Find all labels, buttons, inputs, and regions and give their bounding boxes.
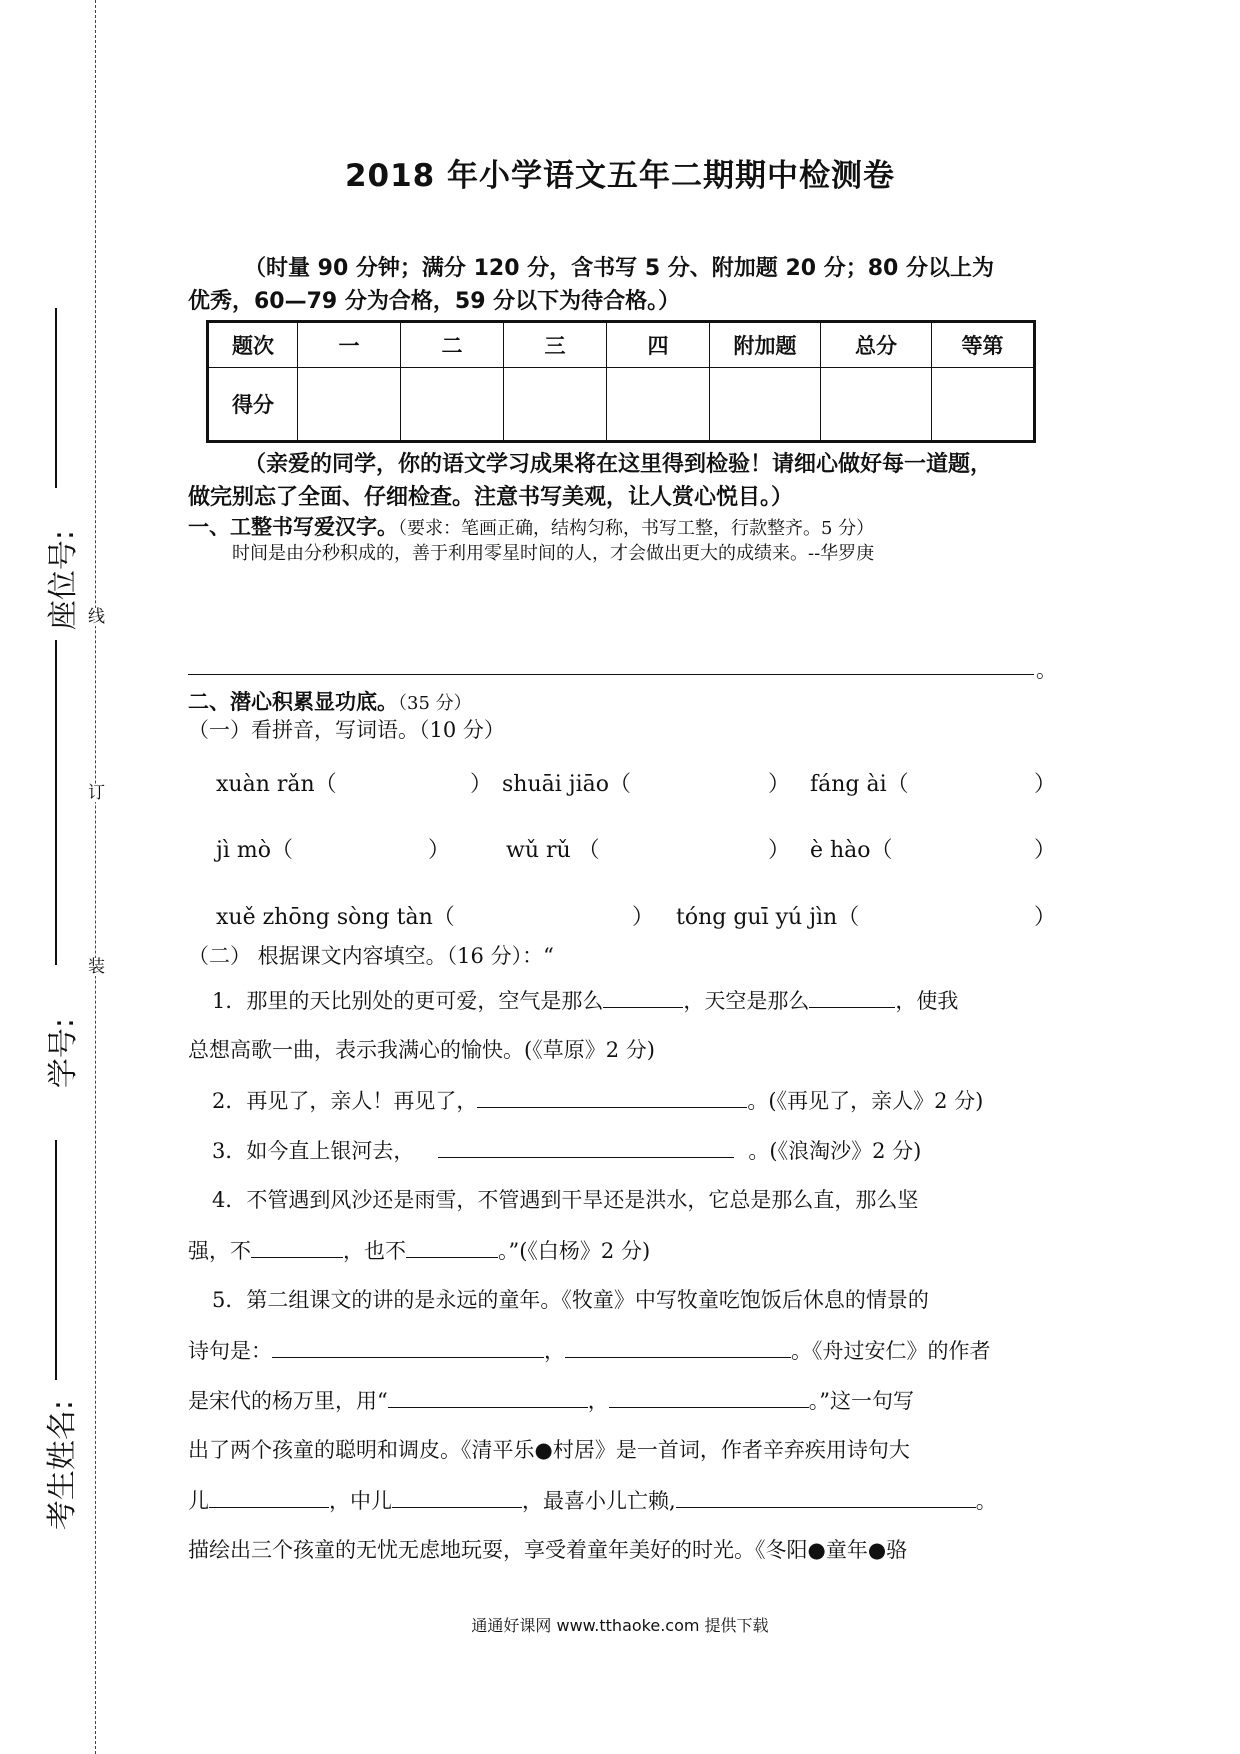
- question-2-text-b: 。(《再见了，亲人》2 分): [747, 1089, 984, 1113]
- pinyin-item: fáng ài（: [810, 772, 909, 797]
- question-4-line-1: [188, 1185, 1056, 1215]
- pinyin-row: [188, 767, 1056, 801]
- section-2-part-2: （二） 根据课文内容填空。（16 分）：“: [188, 944, 554, 968]
- answer-blank[interactable]: [603, 985, 683, 1008]
- question-5-text-g: 。”这一句写: [808, 1389, 914, 1413]
- question-3-text-a: 3．如今直上银河去，: [212, 1139, 415, 1163]
- pinyin-item: tóng guī yú jìn（: [676, 905, 860, 930]
- score-cell[interactable]: [504, 368, 607, 442]
- answer-blank[interactable]: [565, 1335, 791, 1358]
- score-cell[interactable]: [821, 368, 932, 442]
- score-header-cell: 四: [607, 322, 710, 368]
- question-1-text-c: ，使我: [895, 989, 959, 1013]
- pinyin-item: xuě zhōng sòng tàn（: [216, 905, 455, 930]
- encouragement-line-2: 做完别忘了全面、仔细检查。注意书写美观，让人赏心悦目。）: [188, 485, 794, 510]
- score-table-header-row: [208, 322, 1035, 368]
- page-title: 2018 年小学语文五年二期期中检测卷: [344, 158, 896, 194]
- binding-char-zhuang: 装: [88, 957, 105, 977]
- pinyin-row: [188, 900, 1056, 934]
- question-5-text-f: ，: [587, 1389, 609, 1413]
- pinyin-item: shuāi jiāo（: [502, 772, 631, 797]
- question-2-text-a: 2．再见了，亲人！再见了，: [212, 1089, 478, 1113]
- score-table-score-row: [208, 368, 1035, 442]
- answer-blank[interactable]: [251, 1235, 343, 1258]
- pinyin-close: ）: [470, 772, 493, 797]
- page-footer: 通通好课网 www.tthaoke.com 提供下载: [471, 1616, 769, 1635]
- answer-blank[interactable]: [676, 1485, 976, 1508]
- student-name-label: 考生姓名:: [45, 1399, 80, 1531]
- score-cell[interactable]: [401, 368, 504, 442]
- answer-blank[interactable]: [272, 1335, 544, 1358]
- student-id-line: [55, 640, 57, 965]
- encouragement-line-1: （亲爱的同学，你的语文学习成果将在这里得到检验！请细心做好每一道题，: [244, 452, 993, 477]
- answer-blank[interactable]: [809, 985, 895, 1008]
- section-1-quote: 时间是由分秒积成的，善于利用零星时间的人，才会做出更大的成绩来。--华罗庚: [232, 543, 875, 564]
- question-5-text-k: ，最喜小儿亡赖,: [522, 1489, 676, 1513]
- answer-blank[interactable]: [209, 1485, 329, 1508]
- pinyin-close: ）: [1034, 838, 1057, 863]
- exam-info-line-2: 优秀，60—79 分为合格，59 分以下为待合格。）: [188, 289, 681, 314]
- question-5-text-b: 诗句是：: [188, 1339, 272, 1363]
- section-2-title: 二、潜心积累显功底。: [188, 690, 398, 714]
- student-id-label: 学号:: [46, 1017, 81, 1089]
- binding-char-ding: 订: [88, 783, 105, 803]
- pinyin-close: ）: [768, 772, 791, 797]
- student-name-line: [55, 1140, 57, 1380]
- seat-number-label: 座位号:: [46, 529, 81, 631]
- score-header-cell: 等第: [932, 322, 1035, 368]
- binding-char-xian: 线: [88, 607, 105, 627]
- answer-blank[interactable]: [388, 1385, 588, 1408]
- score-header-cell: 一: [298, 322, 401, 368]
- section-2-part-1: （一）看拼音，写词语。（10 分）: [188, 718, 505, 742]
- pinyin-item: wǔ rǔ （: [506, 838, 600, 863]
- exam-info-line-1: （时量 90 分钟；满分 120 分，含书写 5 分、附加题 20 分；80 分以上为: [244, 256, 995, 281]
- question-4-text-d: 。”(《白杨》2 分): [498, 1239, 651, 1263]
- binding-dashed-line: [95, 0, 96, 1754]
- question-5-line-4: 出了两个孩童的聪明和调皮。《清平乐●村居》是一首词，作者辛弃疾用诗句大: [188, 1438, 910, 1462]
- question-5-text-l: 。: [975, 1489, 997, 1513]
- question-5-text-c: ，: [544, 1339, 565, 1363]
- writing-end-mark: 。: [1036, 658, 1057, 682]
- question-3-text-b: 。(《浪淘沙》2 分): [748, 1139, 922, 1163]
- pinyin-close: ）: [1034, 772, 1057, 797]
- score-cell[interactable]: [607, 368, 710, 442]
- score-header-cell: 附加题: [710, 322, 821, 368]
- writing-line[interactable]: [188, 674, 1034, 675]
- score-header-cell: 题次: [208, 322, 298, 368]
- question-5-text-d: 。《舟过安仁》的作者: [791, 1339, 991, 1363]
- question-5-text-j: ，中儿: [329, 1489, 392, 1513]
- pinyin-row: [188, 833, 1056, 867]
- score-cell[interactable]: [298, 368, 401, 442]
- question-1-line-1: [188, 985, 1056, 1016]
- section-1-heading: [188, 513, 874, 543]
- question-1-text-b: ，天空是那么: [683, 989, 810, 1013]
- question-3: [188, 1135, 1056, 1166]
- answer-blank[interactable]: [477, 1085, 747, 1108]
- question-5-line-1: [188, 1285, 1056, 1315]
- score-cell[interactable]: [710, 368, 821, 442]
- pinyin-close: ）: [632, 905, 655, 930]
- score-table: [206, 320, 1036, 443]
- question-5-line-5: [188, 1485, 1056, 1516]
- question-4-text-c: ，也不: [343, 1239, 406, 1263]
- answer-blank[interactable]: [392, 1485, 522, 1508]
- pinyin-item: è hào（: [810, 838, 893, 863]
- question-5-text-a: 5．第二组课文的讲的是永远的童年。《牧童》中写牧童吃饱饭后休息的情景的: [212, 1288, 929, 1312]
- question-5-text-i: 儿: [188, 1489, 209, 1513]
- answer-blank[interactable]: [438, 1135, 734, 1158]
- question-5-line-2: [188, 1335, 1056, 1366]
- section-1-note: （要求：笔画正确，结构匀称，书写工整，行款整齐。5 分）: [398, 518, 875, 539]
- seat-number-line: [55, 308, 57, 488]
- pinyin-close: ）: [768, 838, 791, 863]
- score-header-cell: 二: [401, 322, 504, 368]
- score-header-cell: 三: [504, 322, 607, 368]
- question-4-line-2: [188, 1235, 1056, 1266]
- question-4-text-b: 强，不: [188, 1239, 251, 1263]
- question-4-text-a: 4．不管遇到风沙还是雨雪，不管遇到干旱还是洪水，它总是那么直，那么坚: [212, 1188, 919, 1212]
- question-1-line-2: 总想高歌一曲，表示我满心的愉快。(《草原》2 分): [188, 1038, 655, 1062]
- score-header-cell: 总分: [821, 322, 932, 368]
- score-row-label: 得分: [208, 368, 298, 442]
- answer-blank[interactable]: [609, 1385, 809, 1408]
- section-2-score: （35 分）: [398, 693, 472, 714]
- pinyin-item: jì mò（: [216, 838, 293, 863]
- section-1-title: 一、工整书写爱汉字。: [188, 515, 398, 539]
- question-5-line-6: 描绘出三个孩童的无忧无虑地玩耍，享受着童年美好的时光。《冬阳●童年●骆: [188, 1538, 908, 1562]
- pinyin-item: xuàn rǎn（: [216, 772, 337, 797]
- question-2: [188, 1085, 1056, 1116]
- pinyin-close: ）: [428, 838, 451, 863]
- pinyin-close: ）: [1034, 905, 1057, 930]
- section-2-heading: [188, 688, 472, 718]
- answer-blank[interactable]: [406, 1235, 498, 1258]
- question-5-line-3: [188, 1385, 1056, 1416]
- question-1-text-a: 1．那里的天比别处的更可爱，空气是那么: [212, 989, 604, 1013]
- score-cell[interactable]: [932, 368, 1035, 442]
- question-5-text-e: 是宋代的杨万里，用“: [188, 1389, 388, 1413]
